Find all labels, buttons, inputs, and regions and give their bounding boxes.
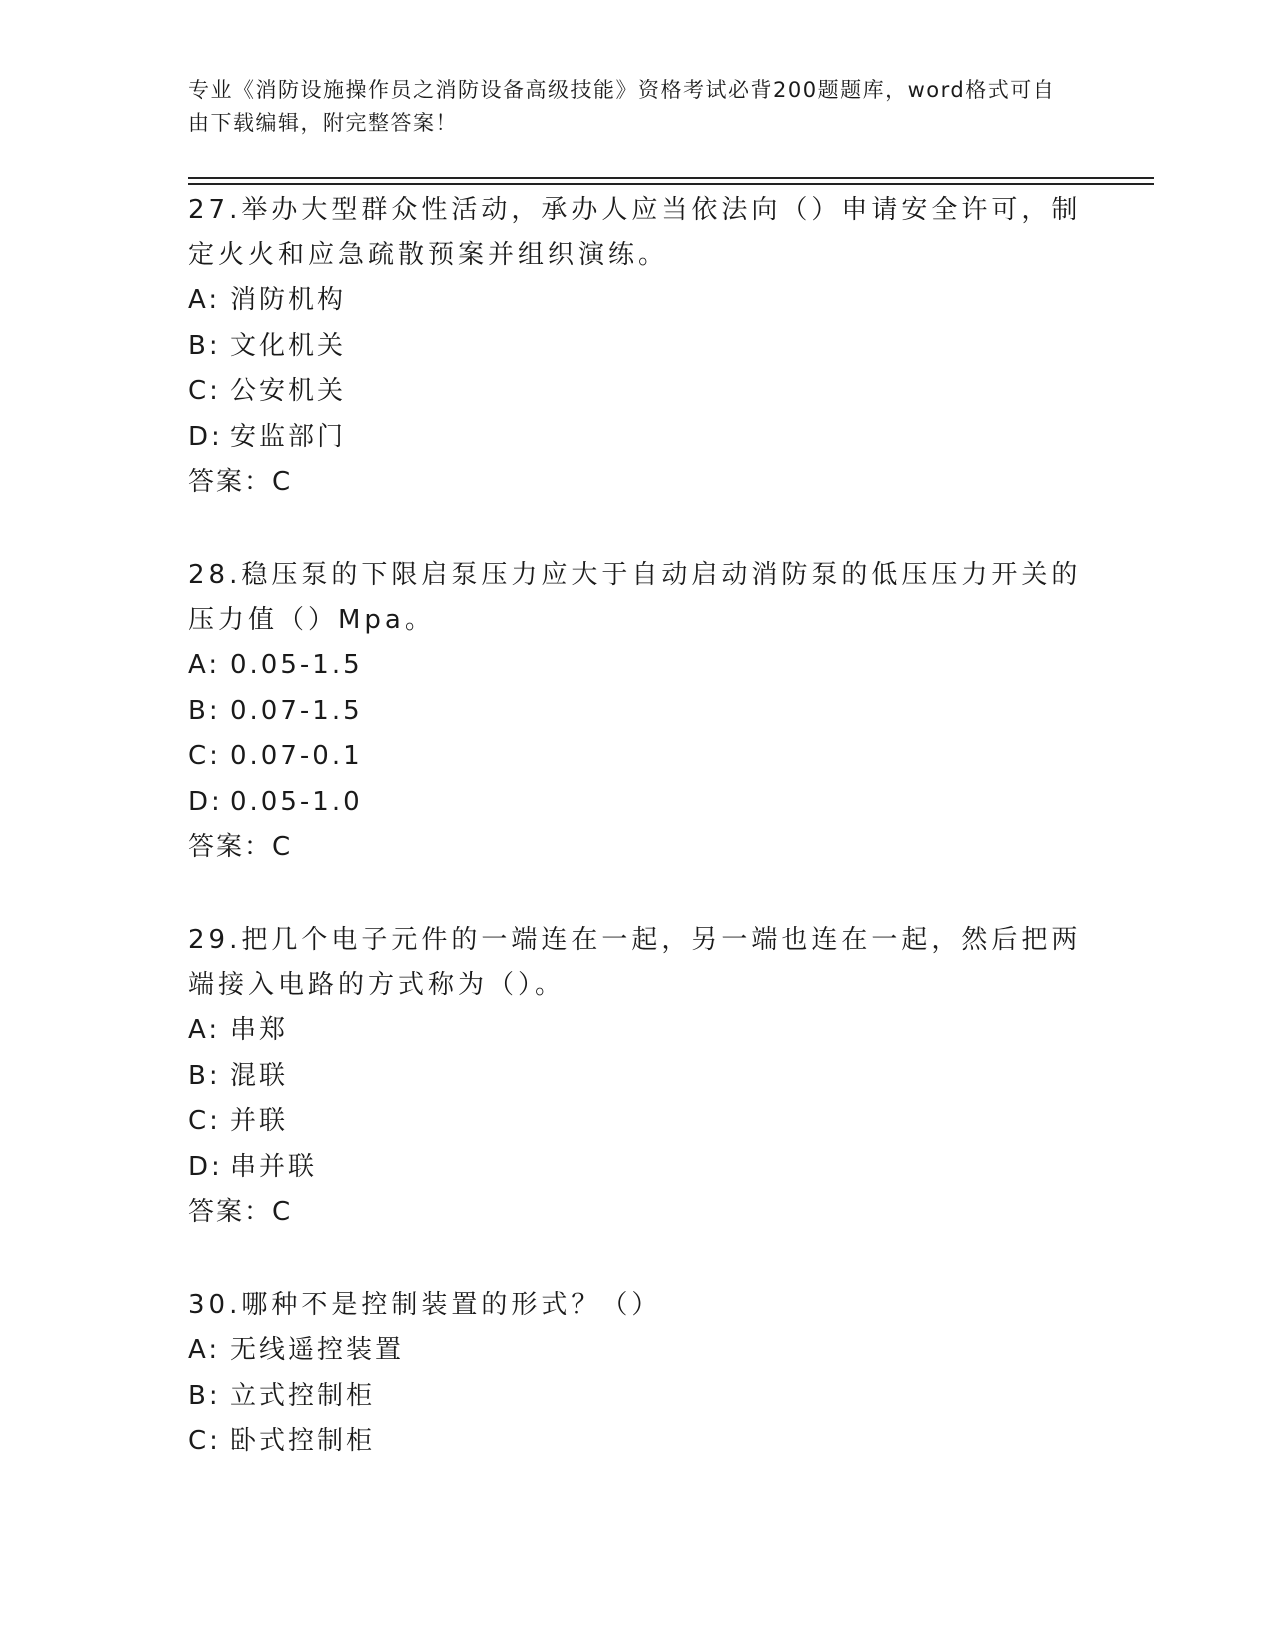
option-key: B: [188,1060,221,1091]
option-key: B: [188,695,221,726]
answer-line: 答案：C [188,832,293,862]
option-c [188,1419,1088,1465]
option-c [188,369,1088,415]
question-29 [188,918,1088,1235]
question-28 [188,553,1088,870]
option-text: 无线遥控装置 [230,1335,405,1365]
option-text: 并联 [230,1106,289,1136]
option-key: D: [188,1151,223,1182]
option-key: C: [188,1106,221,1136]
option-key: D: [188,421,223,452]
option-c [188,1099,1088,1145]
question-27 [188,188,1088,505]
option-text: 立式控制柜 [230,1380,376,1411]
option-text: 混联 [230,1060,289,1091]
option-text: 文化机关 [230,330,347,361]
question-30 [188,1283,1088,1465]
option-a [188,1328,1088,1374]
answer-line: 答案：C [188,1197,293,1227]
answer-line: 答案：C [188,467,293,497]
option-text: 0.07-0.1 [230,741,363,771]
option-d [188,415,1088,461]
option-text: 公安机关 [230,376,347,406]
option-c [188,734,1088,780]
option-key: D: [188,786,223,817]
option-text: 串并联 [230,1151,318,1182]
question-list [188,188,1088,1513]
option-a [188,1008,1088,1054]
option-key: A: [188,1015,221,1045]
option-key: A: [188,650,221,680]
option-b [188,324,1088,370]
option-key: A: [188,285,221,315]
option-key: B: [188,1380,221,1411]
option-key: B: [188,330,221,361]
option-b [188,1054,1088,1100]
header-divider-line [188,183,1154,185]
question-stem: 30.哪种不是控制装置的形式？（） [188,1290,662,1320]
option-key: C: [188,1426,221,1456]
header-divider-line [188,177,1154,179]
option-key: A: [188,1335,221,1365]
document-header: 专业《消防设施操作员之消防设备高级技能》资格考试必背200题题库，word格式可自由下载编辑，附完整答案！ [188,78,1056,135]
option-a [188,278,1088,324]
option-key: C: [188,741,221,771]
question-stem: 29.把几个电子元件的一端连在一起，另一端也连在一起，然后把两端接入电路的方式称为（）。 [188,925,1082,1000]
option-d [188,780,1088,826]
option-text: 安监部门 [230,421,347,452]
question-stem: 28.稳压泵的下限启泵压力应大于自动启动消防泵的低压压力开关的压力值（）Mpa。 [188,560,1082,635]
option-text: 卧式控制柜 [230,1426,376,1456]
option-text: 0.05-1.0 [230,786,363,817]
option-a [188,643,1088,689]
option-text: 串郑 [230,1015,289,1045]
option-text: 0.07-1.5 [230,695,363,726]
option-text: 0.05-1.5 [230,650,363,680]
option-b [188,689,1088,735]
option-text: 消防机构 [230,285,347,315]
question-stem: 27.举办大型群众性活动，承办人应当依法向（）申请安全许可，制定火火和应急疏散预案并组织演练。 [188,195,1082,270]
option-key: C: [188,376,221,406]
option-b [188,1374,1088,1420]
option-d [188,1145,1088,1191]
